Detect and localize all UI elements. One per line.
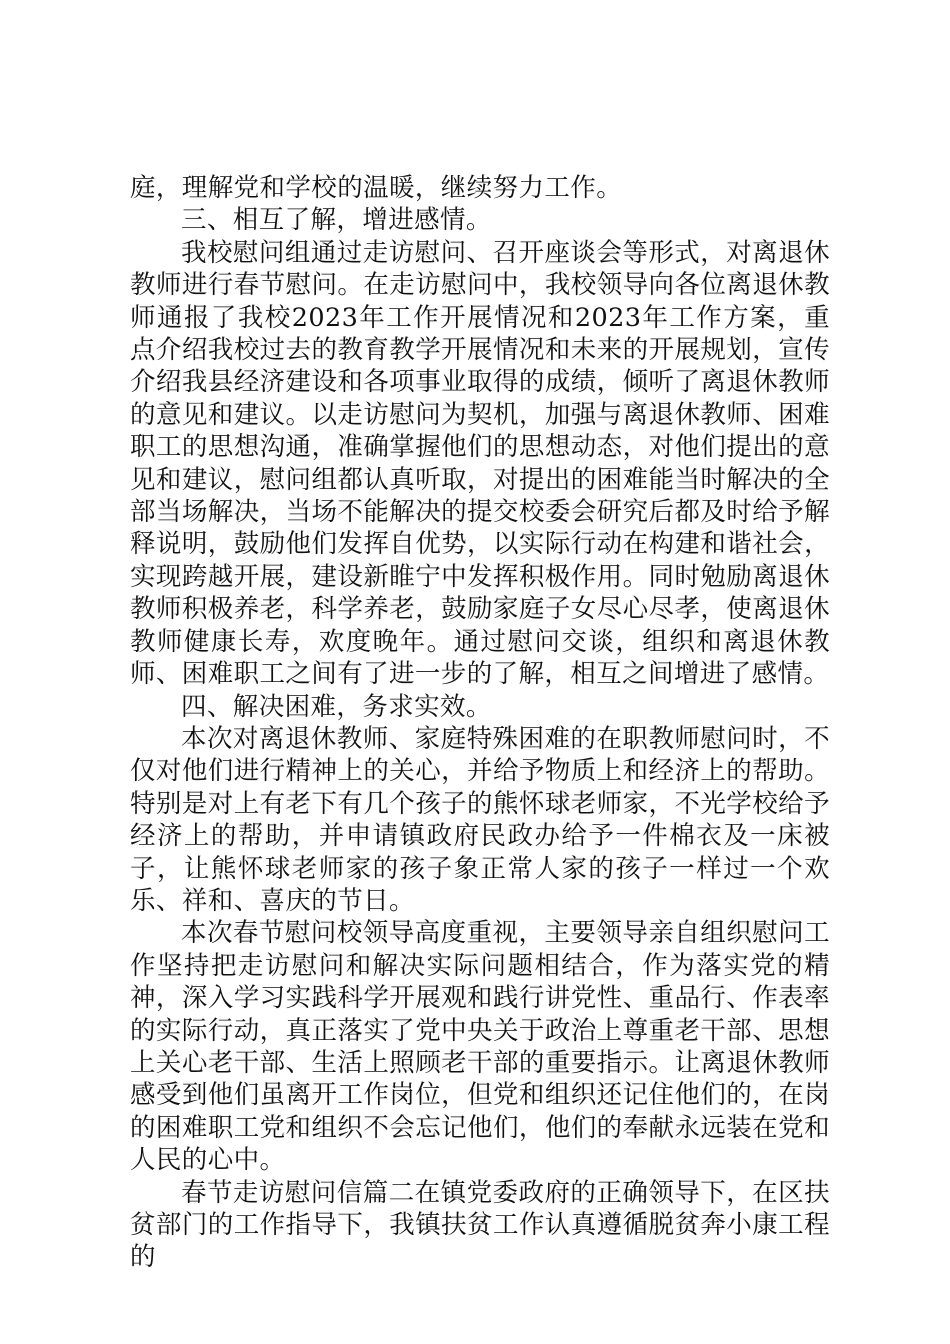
paragraph-continuation: 庭，理解党和学校的温暖，继续努力工作。 [130,173,623,203]
section-heading-4: 四、解决困难，务求实效。 [181,691,492,722]
paragraph-solve-difficulties: 本次对离退休教师、家庭特殊困难的在职教师慰问时，不仅对他们进行精神上的关心，并给予物质上和经济上的帮助。特别是对上有老下有几个孩子的熊怀球老师家，不光学校给予经济上的帮助，并申请镇政府民政办给予一件棉衣及一床被子，让熊怀球老师家的孩子象正常人家的孩子一样过一个欢乐、祥和、喜庆的节日。 [130,723,830,916]
paragraph-leadership: 本次春节慰问校领导高度重视，主要领导亲自组织慰问工作坚持把走访慰问和解决实际问题相结合，作为落实党的精神，深入学习实践科学开展观和践行讲党性、重品行、作表率的实际行动，真正落实了党中央关于政治上尊重老干部、思想上关心老干部、生活上照顾老干部的重要指示。让离退休教师感受到他们虽离开工作岗位，但党和组织还记住他们的，在岗的困难职工党和组织不会忘记他们，他们的奉献永远装在党和人民的心中。 [130,918,830,1176]
document-body [130,172,830,1274]
paragraph-letter-part-two: 春节走访慰问信篇二在镇党委政府的正确领导下，在区扶贫部门的工作指导下，我镇扶贫工作认真遵循脱贫奔小康工程的 [130,1177,830,1273]
section-heading-3: 三、相互了解，增进感情。 [181,205,492,236]
paragraph-visit-exchange: 我校慰问组通过走访慰问、召开座谈会等形式，对离退休教师进行春节慰问。在走访慰问中，我校领导向各位离退休教师通报了我校2023年工作开展情况和2023年工作方案，重点介绍我校过去的教育教学开展情况和未来的开展规划，宣传介绍我县经济建设和各项事业取得的成绩，倾听了离退休教师的意见和建议。以走访慰问为契机，加强与离退休教师、困难职工的思想沟通，准确掌握他们的思想动态，对他们提出的意见和建议，慰问组都认真听取，对提出的困难能当时解决的全部当场解决，当场不能解决的提交校委会研究后都及时给予解释说明，鼓励他们发挥自优势，以实际行动在构建和谐社会，实现跨越开展，建设新睢宁中发挥积极作用。同时勉励离退休教师积极养老，科学养老，鼓励家庭子女尽心尽孝，使离退休教师健康长寿，欢度晚年。通过慰问交谈，组织和离退休教师、困难职工之间有了进一步的了解，相互之间增进了感情。 [130,237,830,690]
